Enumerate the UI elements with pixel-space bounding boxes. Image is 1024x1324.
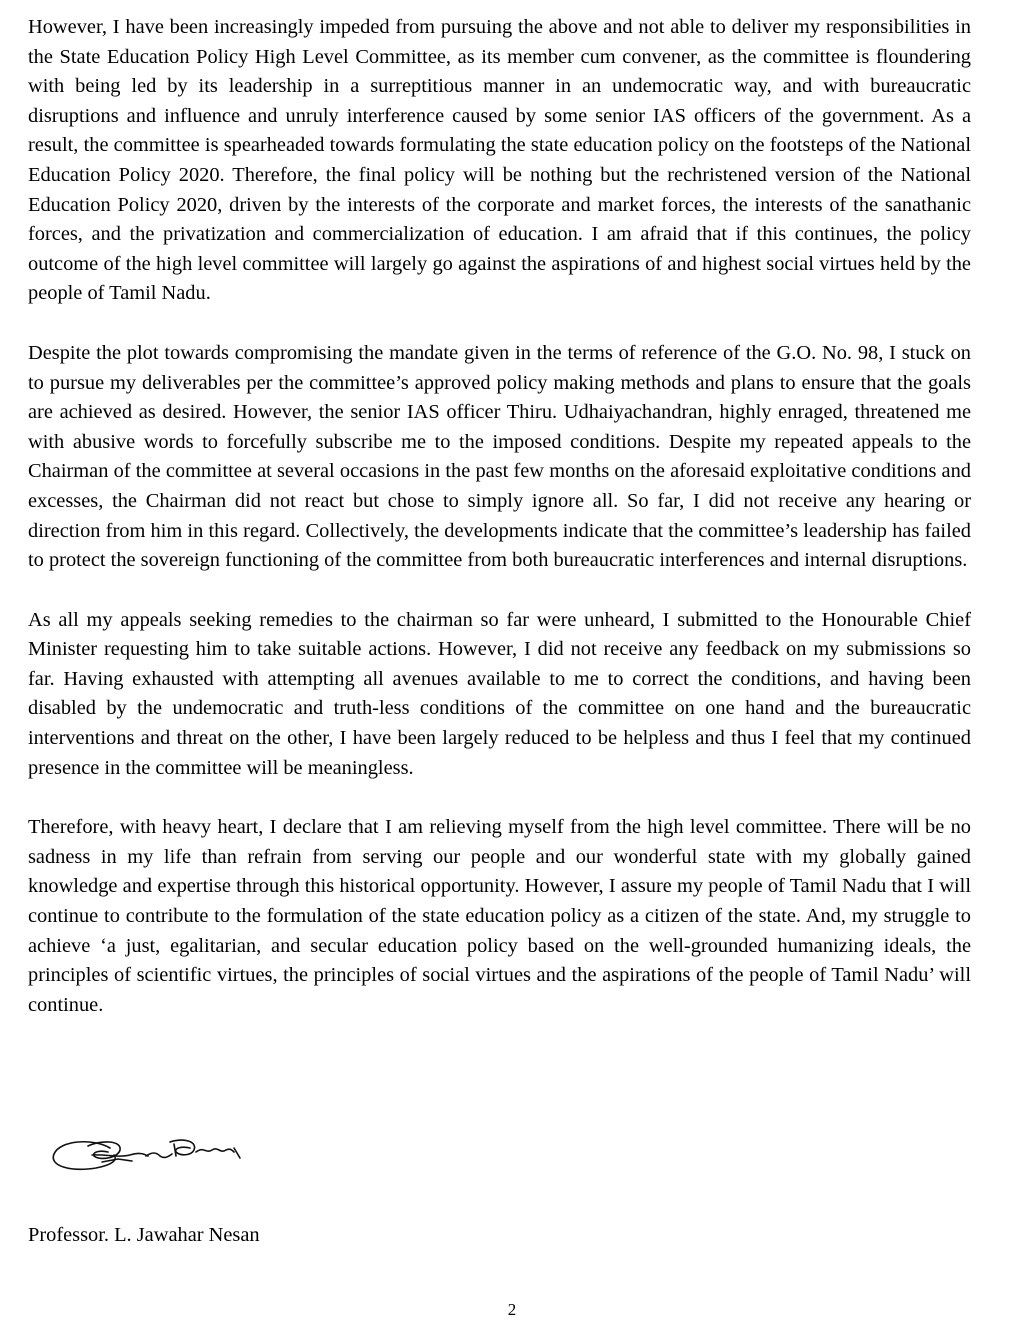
page-number: 2 [507, 1300, 517, 1319]
signature-icon [48, 1128, 258, 1178]
paragraph-appeals-unheard: As all my appeals seeking remedies to the chairman so far were unheard, I submitted to the Honourable Chief Minister requesting him to take suitable actions. However, I did not receive any feedback on my submissions so far. Having exhausted with attempting all avenues available to me to correct the conditions, and having been disabled by the undemocratic and truth-less conditions of the committee on one hand and the bureaucratic interventions and threat on the other, I have been largely reduced to be helpless and thus I feel that my continued presence in the committee will be meaningless. [28, 608, 971, 779]
signatory-name: Professor. L. Jawahar Nesan [28, 1224, 260, 1246]
paragraph-impeded-responsibilities: However, I have been increasingly impeded from pursuing the above and not able to deliver my responsibilities in the State Education Policy High Level Committee, as its member cum convener, as the committee is floundering with being led by its leadership in a surreptitious manner in an undemocratic way, and with bureaucratic disruptions and influence and unruly interference caused by some senior IAS officers of the government. As a result, the committee is spearheaded towards formulating the state education policy on the footsteps of the National Education Policy 2020. Therefore, the final policy will be nothing but the rechristened version of the National Education Policy 2020, driven by the interests of the corporate and market forces, the interests of the sanathanic forces, and the privatization and commercialization of education. I am afraid that if this continues, the policy outcome of the high level committee will largely go against the aspirations of and highest social virtues held by the people of Tamil Nadu. [28, 16, 971, 305]
letter-body [28, 13, 971, 1050]
paragraph-mandate-compromised: Despite the plot towards compromising the mandate given in the terms of reference of the G.O. No. 98, I stuck on to pursue my deliverables per the committee’s approved policy making methods and plans to ensure that the goals are achieved as desired. However, the senior IAS officer Thiru. Udhaiyachandran, highly enraged, threatened me with abusive words to forcefully subscribe me to the imposed conditions. Despite my repeated appeals to the Chairman of the committee at several occasions in the past few months on the aforesaid exploitative conditions and excesses, the Chairman did not react but chose to simply ignore all. So far, I did not receive any hearing or direction from him in this regard. Collectively, the developments indicate that the committee’s leadership has failed to protect the sovereign functioning of the committee from both bureaucratic interferences and internal disruptions. [28, 341, 971, 572]
paragraph-resignation-declaration: Therefore, with heavy heart, I declare that I am relieving myself from the high level committee. There will be no sadness in my life than refrain from serving our people and our wonderful state with my globally gained knowledge and expertise through this historical opportunity. However, I assure my people of Tamil Nadu that I will continue to contribute to the formulation of the state education policy as a citizen of the state. And, my struggle to achieve ‘a just, egalitarian, and secular education policy based on the well-grounded humanizing ideals, the principles of scientific virtues, the principles of social virtues and the aspirations of the people of Tamil Nadu’ will continue. [28, 816, 971, 1016]
